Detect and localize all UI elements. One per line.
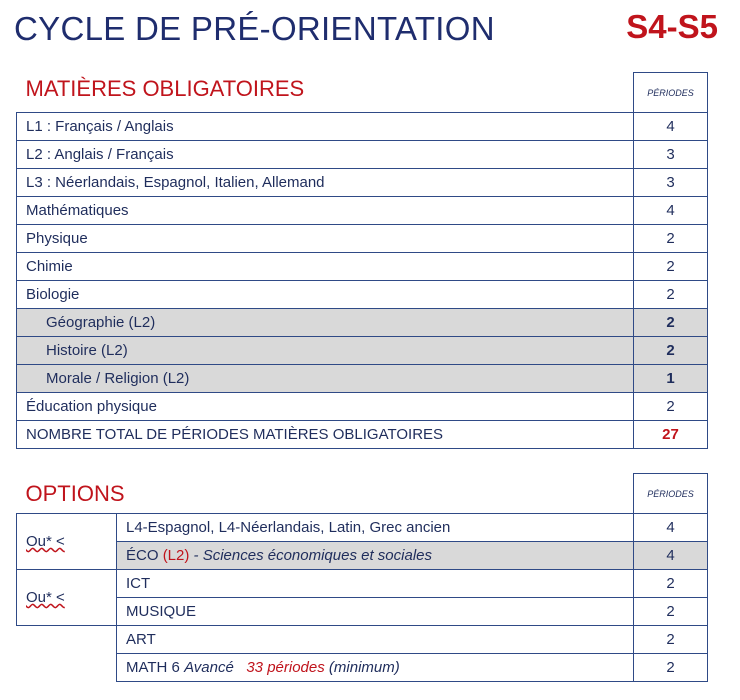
option-label-periods-note: 33 périodes: [246, 659, 325, 676]
subject-periods: 4: [634, 197, 708, 225]
option-label-minimum: (minimum): [328, 659, 400, 676]
option-label: L4-Espagnol, L4-Néerlandais, Latin, Grec ancien: [117, 514, 634, 542]
options-title-cell: [17, 474, 634, 514]
table-row: [17, 626, 708, 654]
table-row: [17, 197, 708, 225]
option-periods: 2: [634, 570, 708, 598]
table-row: [17, 542, 708, 570]
option-label: MUSIQUE: [117, 598, 634, 626]
subject-label: Mathématiques: [17, 197, 634, 225]
options-table: [16, 473, 708, 682]
table-row: [17, 570, 708, 598]
subject-label: Morale / Religion (L2): [17, 365, 634, 393]
option-label-main: MATH 6: [126, 659, 185, 676]
option-label: [117, 654, 634, 682]
subject-periods: 2: [634, 309, 708, 337]
total-periods: 27: [634, 421, 708, 449]
table-row: [17, 141, 708, 169]
subject-label: L2 : Anglais / Français: [17, 141, 634, 169]
option-group-1: [17, 514, 117, 570]
table-row: [17, 309, 708, 337]
subject-label: Physique: [17, 225, 634, 253]
subject-periods: 3: [634, 169, 708, 197]
table-row: [17, 598, 708, 626]
table-row: [17, 365, 708, 393]
subject-label: Géographie (L2): [17, 309, 634, 337]
subject-periods: 2: [634, 281, 708, 309]
option-label-level: (L2): [162, 547, 190, 564]
mandatory-title-cell: [17, 73, 634, 113]
subject-periods: 2: [634, 393, 708, 421]
subject-periods: 2: [634, 337, 708, 365]
option-label-main: ÉCO: [126, 547, 163, 564]
table-row: [17, 393, 708, 421]
option-periods: 4: [634, 542, 708, 570]
options-periods-header: PÉRIODES: [634, 474, 708, 514]
options-title: OPTIONS: [25, 480, 125, 506]
table-row: [17, 281, 708, 309]
subject-label: Biologie: [17, 281, 634, 309]
option-group-2: [17, 570, 117, 626]
option-label: ICT: [117, 570, 634, 598]
option-periods: 2: [634, 626, 708, 654]
subject-label: Chimie: [17, 253, 634, 281]
table-row: [17, 169, 708, 197]
subject-label: L3 : Néerlandais, Espagnol, Italien, Allemand: [17, 169, 634, 197]
subject-periods: 2: [634, 225, 708, 253]
option-group-label: Ou* <: [26, 533, 65, 550]
table-row: [17, 253, 708, 281]
option-label-level: Avancé: [184, 659, 234, 676]
level-badge: S4-S5: [626, 8, 718, 45]
periods-header: PÉRIODES: [634, 73, 708, 113]
mandatory-title: MATIÈRES OBLIGATOIRES: [25, 75, 305, 101]
mandatory-header-row: [17, 73, 708, 113]
mandatory-table: [16, 72, 708, 449]
option-periods: 2: [634, 654, 708, 682]
option-empty-cell: [17, 626, 117, 654]
page-title: CYCLE DE PRÉ-ORIENTATION: [14, 10, 495, 47]
option-periods: 4: [634, 514, 708, 542]
options-header-row: [17, 474, 708, 514]
option-label: ART: [117, 626, 634, 654]
subject-periods: 4: [634, 113, 708, 141]
subject-label: Histoire (L2): [17, 337, 634, 365]
option-group-label: Ou* <: [26, 589, 65, 606]
option-label-desc: - Sciences économiques et sociales: [189, 547, 432, 564]
subject-periods: 2: [634, 253, 708, 281]
subject-label: L1 : Français / Anglais: [17, 113, 634, 141]
subject-periods: 3: [634, 141, 708, 169]
subject-label: Éducation physique: [17, 393, 634, 421]
option-label: [117, 542, 634, 570]
table-row: [17, 225, 708, 253]
table-row: [17, 514, 708, 542]
table-row: [17, 337, 708, 365]
total-label: NOMBRE TOTAL DE PÉRIODES MATIÈRES OBLIGATOIRES: [17, 421, 634, 449]
total-row: [17, 421, 708, 449]
table-row: [17, 654, 708, 682]
option-periods: 2: [634, 598, 708, 626]
subject-periods: 1: [634, 365, 708, 393]
table-row: [17, 113, 708, 141]
option-empty-cell: [17, 654, 117, 682]
